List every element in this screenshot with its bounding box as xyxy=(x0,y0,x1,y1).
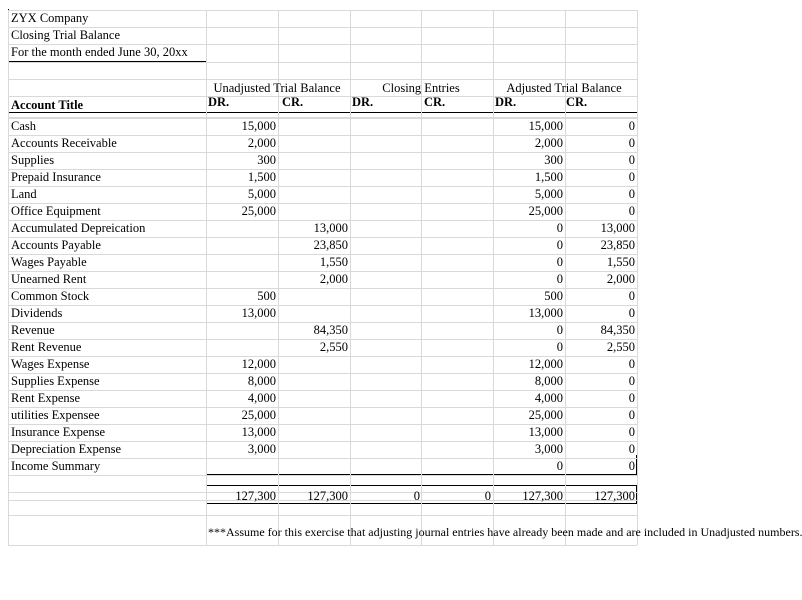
unadjusted-cr: 13,000 xyxy=(313,221,348,235)
account-name: Supplies xyxy=(11,153,55,167)
account-name: utilities Expensee xyxy=(11,408,100,422)
unadjusted-dr: 13,000 xyxy=(241,425,276,439)
adjusted-cr: 2,550 xyxy=(606,340,635,354)
adjusted-cr: 0 xyxy=(628,306,635,320)
account-name: Income Summary xyxy=(11,459,101,473)
adjusted-dr: 25,000 xyxy=(528,408,563,422)
adjusted-group-header: Adjusted Trial Balance xyxy=(506,81,622,95)
unadjusted-dr: 4,000 xyxy=(247,391,276,405)
unadjusted-dr-header: DR. xyxy=(208,95,230,109)
adjusted-dr: 0 xyxy=(556,272,563,286)
account-name: Land xyxy=(11,187,37,201)
adjusted-dr: 13,000 xyxy=(528,425,563,439)
grid-line-h xyxy=(8,515,637,516)
adjusted-cr: 0 xyxy=(628,119,635,133)
adjusted-cr: 84,350 xyxy=(600,323,635,337)
account-name: Depreciation Expense xyxy=(11,442,122,456)
account-name: Cash xyxy=(11,119,36,133)
account-name: Wages Expense xyxy=(11,357,90,371)
adjusted-dr: 8,000 xyxy=(534,374,563,388)
unadjusted-dr: 5,000 xyxy=(247,187,276,201)
adjusted-dr: 500 xyxy=(544,289,563,303)
adjusted-cr: 13,000 xyxy=(600,221,635,235)
unadjusted-dr: 1,500 xyxy=(247,170,276,184)
grid-line-v xyxy=(8,10,9,545)
unadjusted-group-header: Unadjusted Trial Balance xyxy=(213,81,341,95)
unadjusted-dr: 500 xyxy=(257,289,276,303)
report-period: For the month ended June 30, 20xx xyxy=(11,45,188,59)
unadjusted-cr-header: CR. xyxy=(282,95,304,109)
total-unadjusted-cr: 127,300 xyxy=(307,489,348,503)
closing-cr-header: CR. xyxy=(424,95,446,109)
grid-line-h xyxy=(8,545,637,546)
account-name: Rent Revenue xyxy=(11,340,82,354)
unadjusted-cr: 2,000 xyxy=(319,272,348,286)
unadjusted-cr: 2,550 xyxy=(319,340,348,354)
adjusted-dr: 0 xyxy=(556,323,563,337)
account-name: Insurance Expense xyxy=(11,425,106,439)
adjusted-dr: 300 xyxy=(544,153,563,167)
adjusted-cr: 0 xyxy=(628,170,635,184)
adjusted-cr-header: CR. xyxy=(566,95,588,109)
total-closing-cr: 0 xyxy=(484,489,491,503)
adjusted-dr-header: DR. xyxy=(495,95,517,109)
unadjusted-dr: 15,000 xyxy=(241,119,276,133)
account-name: Unearned Rent xyxy=(11,272,87,286)
account-name: Wages Payable xyxy=(11,255,87,269)
unadjusted-dr: 8,000 xyxy=(247,374,276,388)
closing-dr-header: DR. xyxy=(352,95,374,109)
adjusted-dr: 2,000 xyxy=(534,136,563,150)
adjusted-dr: 5,000 xyxy=(534,187,563,201)
grid-line-h xyxy=(8,62,637,63)
grid-line-v xyxy=(637,10,638,545)
adjusted-cr: 0 xyxy=(628,357,635,371)
unadjusted-cr: 84,350 xyxy=(313,323,348,337)
adjusted-cr: 0 xyxy=(628,425,635,439)
account-name: Prepaid Insurance xyxy=(11,170,101,184)
account-name: Rent Expense xyxy=(11,391,81,405)
unadjusted-cr: 1,550 xyxy=(319,255,348,269)
adjusted-cr: 0 xyxy=(628,408,635,422)
total-adjusted-dr: 127,300 xyxy=(522,489,563,503)
adjusted-dr: 0 xyxy=(556,221,563,235)
adjusted-cr: 0 xyxy=(628,374,635,388)
unadjusted-dr: 3,000 xyxy=(247,442,276,456)
unadjusted-dr: 2,000 xyxy=(247,136,276,150)
closing-group-header: Closing Entries xyxy=(382,81,460,95)
adjusted-dr: 1,500 xyxy=(534,170,563,184)
adjusted-dr: 0 xyxy=(556,459,563,473)
adjusted-dr: 13,000 xyxy=(528,306,563,320)
account-name: Accounts Receivable xyxy=(11,136,117,150)
adjusted-cr: 0 xyxy=(628,187,635,201)
footnote: ***Assume for this exercise that adjusting journal entries have already been made and are included in Unadjusted numbers. xyxy=(208,525,802,539)
adjusted-cr: 0 xyxy=(628,136,635,150)
adjusted-cr: 23,850 xyxy=(600,238,635,252)
account-name: Supplies Expense xyxy=(11,374,100,388)
adjusted-cr: 1,550 xyxy=(606,255,635,269)
adjusted-dr: 0 xyxy=(556,255,563,269)
account-name: Common Stock xyxy=(11,289,90,303)
adjusted-dr: 15,000 xyxy=(528,119,563,133)
unadjusted-dr: 12,000 xyxy=(241,357,276,371)
account-title-header: Account Title xyxy=(11,98,84,112)
adjusted-cr: 0 xyxy=(628,204,635,218)
adjusted-cr: 0 xyxy=(628,153,635,167)
unadjusted-dr: 300 xyxy=(257,153,276,167)
adjusted-cr: 0 xyxy=(628,391,635,405)
account-name: Revenue xyxy=(11,323,55,337)
adjusted-dr: 0 xyxy=(556,238,563,252)
unadjusted-dr: 25,000 xyxy=(241,204,276,218)
account-name: Accumulated Depreication xyxy=(11,221,146,235)
unadjusted-dr: 25,000 xyxy=(241,408,276,422)
grid-line-h xyxy=(8,10,637,11)
grid-line-h xyxy=(8,475,637,476)
adjusted-dr: 3,000 xyxy=(534,442,563,456)
adjusted-cr: 2,000 xyxy=(606,272,635,286)
total-adjusted-cr: 127,300 xyxy=(594,489,635,503)
adjusted-cr: 0 xyxy=(628,459,635,473)
adjusted-cr: 0 xyxy=(628,442,635,456)
account-name: Office Equipment xyxy=(11,204,101,218)
account-name: Accounts Payable xyxy=(11,238,101,252)
report-title: Closing Trial Balance xyxy=(11,28,121,42)
account-name: Dividends xyxy=(11,306,63,320)
adjusted-dr: 12,000 xyxy=(528,357,563,371)
adjusted-dr: 25,000 xyxy=(528,204,563,218)
unadjusted-dr: 13,000 xyxy=(241,306,276,320)
total-unadjusted-dr: 127,300 xyxy=(235,489,276,503)
total-closing-dr: 0 xyxy=(413,489,420,503)
adjusted-dr: 4,000 xyxy=(534,391,563,405)
adjusted-cr: 0 xyxy=(628,289,635,303)
company-name: ZYX Company xyxy=(11,11,89,25)
adjusted-dr: 0 xyxy=(556,340,563,354)
unadjusted-cr: 23,850 xyxy=(313,238,348,252)
